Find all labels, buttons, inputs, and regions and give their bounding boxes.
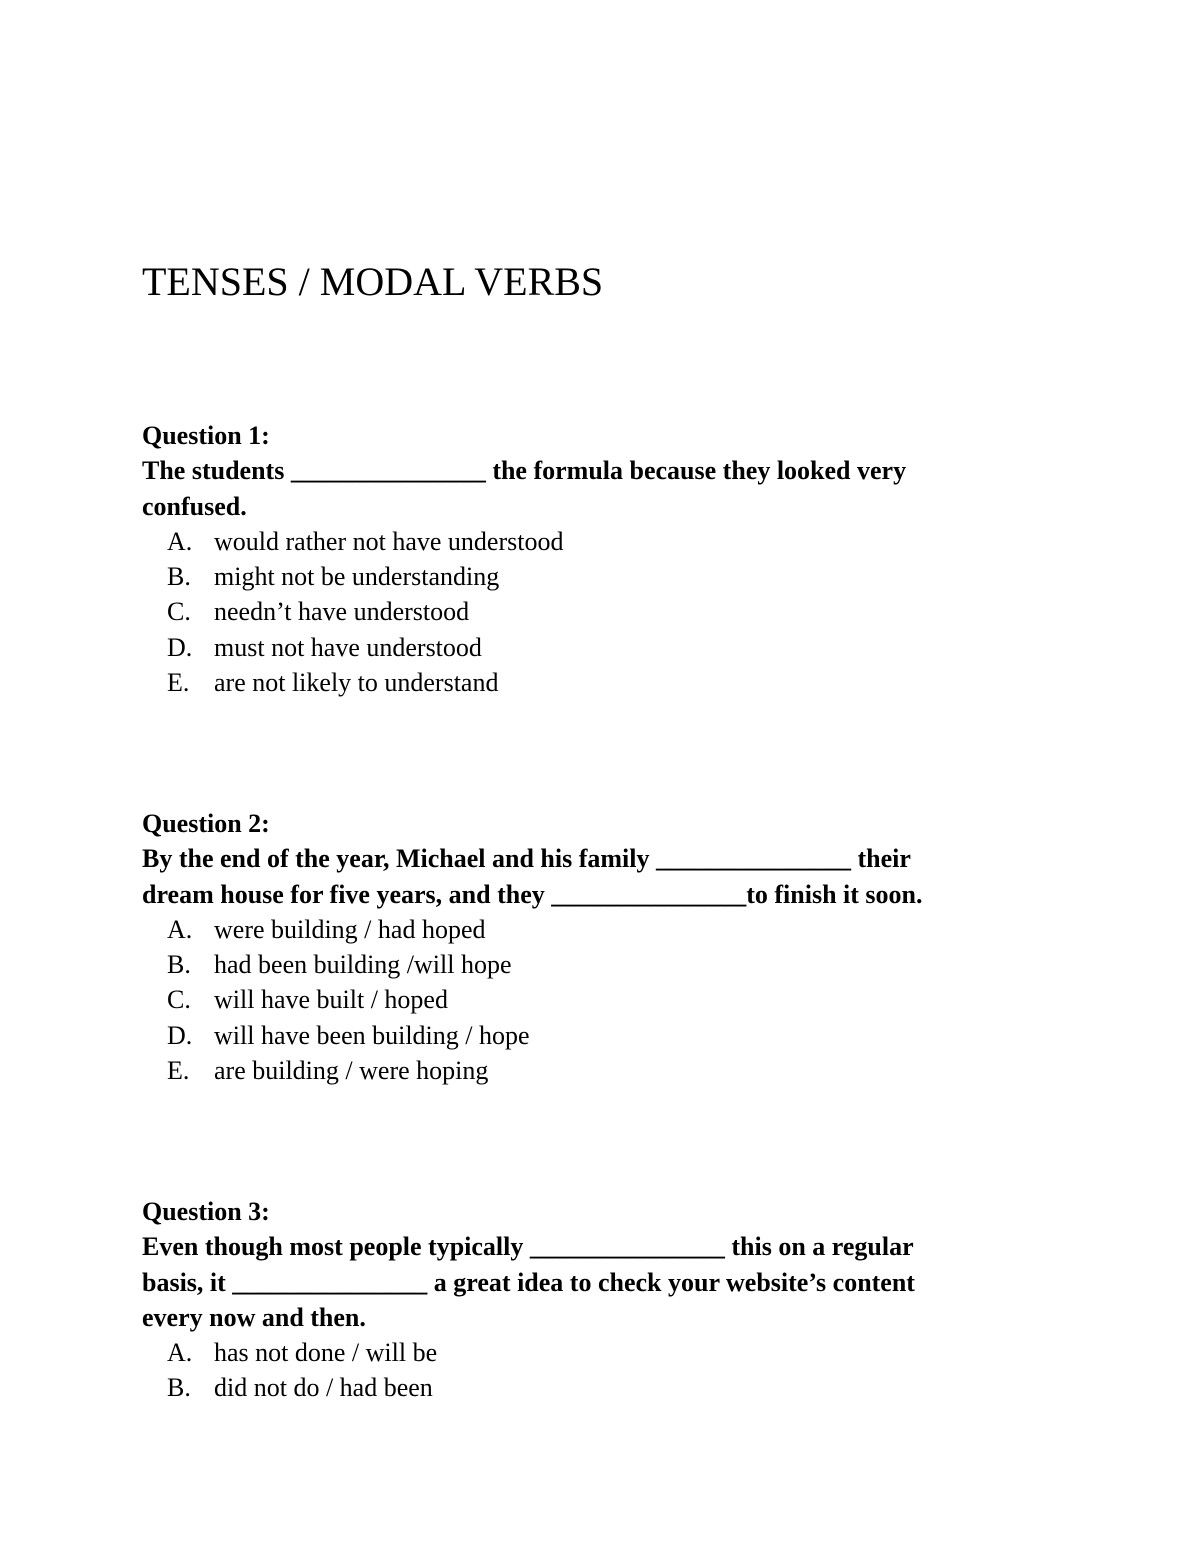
option-letter: E.: [167, 668, 190, 698]
option-text: are building / were hoping: [214, 1056, 489, 1086]
answer-options: [142, 1335, 1062, 1406]
option-letter: A.: [167, 914, 193, 944]
answer-option-a: [142, 912, 1062, 947]
option-letter: E.: [167, 1056, 190, 1086]
question-stem-line: Even though most people typically _______________ this on a regular: [142, 1232, 914, 1262]
option-letter: C.: [167, 985, 191, 1015]
answer-option-e: [142, 1053, 1062, 1088]
question-3: [142, 1194, 1062, 1406]
option-text: will have built / hoped: [214, 985, 448, 1015]
option-text: would rather not have understood: [214, 526, 564, 556]
option-letter: B.: [167, 1373, 191, 1403]
question-stem-line: The students _______________ the formula because they looked very: [142, 456, 907, 486]
answer-option-b: [142, 947, 1062, 982]
option-text: were building / had hoped: [214, 914, 486, 944]
question-stem-line: confused.: [142, 491, 247, 521]
option-text: has not done / will be: [214, 1338, 438, 1368]
option-letter: D.: [167, 1020, 193, 1050]
option-letter: B.: [167, 950, 191, 980]
answer-option-e: [142, 665, 1062, 700]
option-text: are not likely to understand: [214, 668, 499, 698]
option-letter: A.: [167, 526, 193, 556]
option-text: did not do / had been: [214, 1373, 433, 1403]
answer-options: [142, 912, 1062, 1088]
option-text: must not have understood: [214, 632, 482, 662]
answer-option-c: [142, 982, 1062, 1017]
answer-option-a: [142, 1335, 1062, 1370]
question-stem-line: By the end of the year, Michael and his family _______________ their: [142, 844, 911, 874]
answer-option-b: [142, 1370, 1062, 1405]
option-text: might not be understanding: [214, 562, 500, 592]
option-letter: B.: [167, 562, 191, 592]
answer-option-c: [142, 594, 1062, 629]
option-text: will have been building / hope: [214, 1020, 530, 1050]
answer-option-d: [142, 1018, 1062, 1053]
answer-option-d: [142, 630, 1062, 665]
option-text: had been building /will hope: [214, 950, 512, 980]
answer-options: [142, 524, 1062, 700]
question-stem-line: basis, it _______________ a great idea to check your website’s content: [142, 1267, 915, 1297]
answer-option-a: [142, 524, 1062, 559]
option-text: needn’t have understood: [214, 597, 470, 627]
option-letter: D.: [167, 632, 193, 662]
answer-option-b: [142, 559, 1062, 594]
option-letter: C.: [167, 597, 191, 627]
question-2: [142, 806, 1062, 1088]
question-heading: Question 3:: [142, 1197, 270, 1226]
question-stem-line: every now and then.: [142, 1302, 366, 1332]
document-title: TENSES / MODAL VERBS: [142, 259, 604, 304]
question-heading: Question 2:: [142, 809, 270, 838]
question-stem-line: dream house for five years, and they _______________to finish it soon.: [142, 879, 923, 909]
option-letter: A.: [167, 1338, 193, 1368]
question-1: [142, 418, 1062, 700]
question-heading: Question 1:: [142, 421, 270, 450]
